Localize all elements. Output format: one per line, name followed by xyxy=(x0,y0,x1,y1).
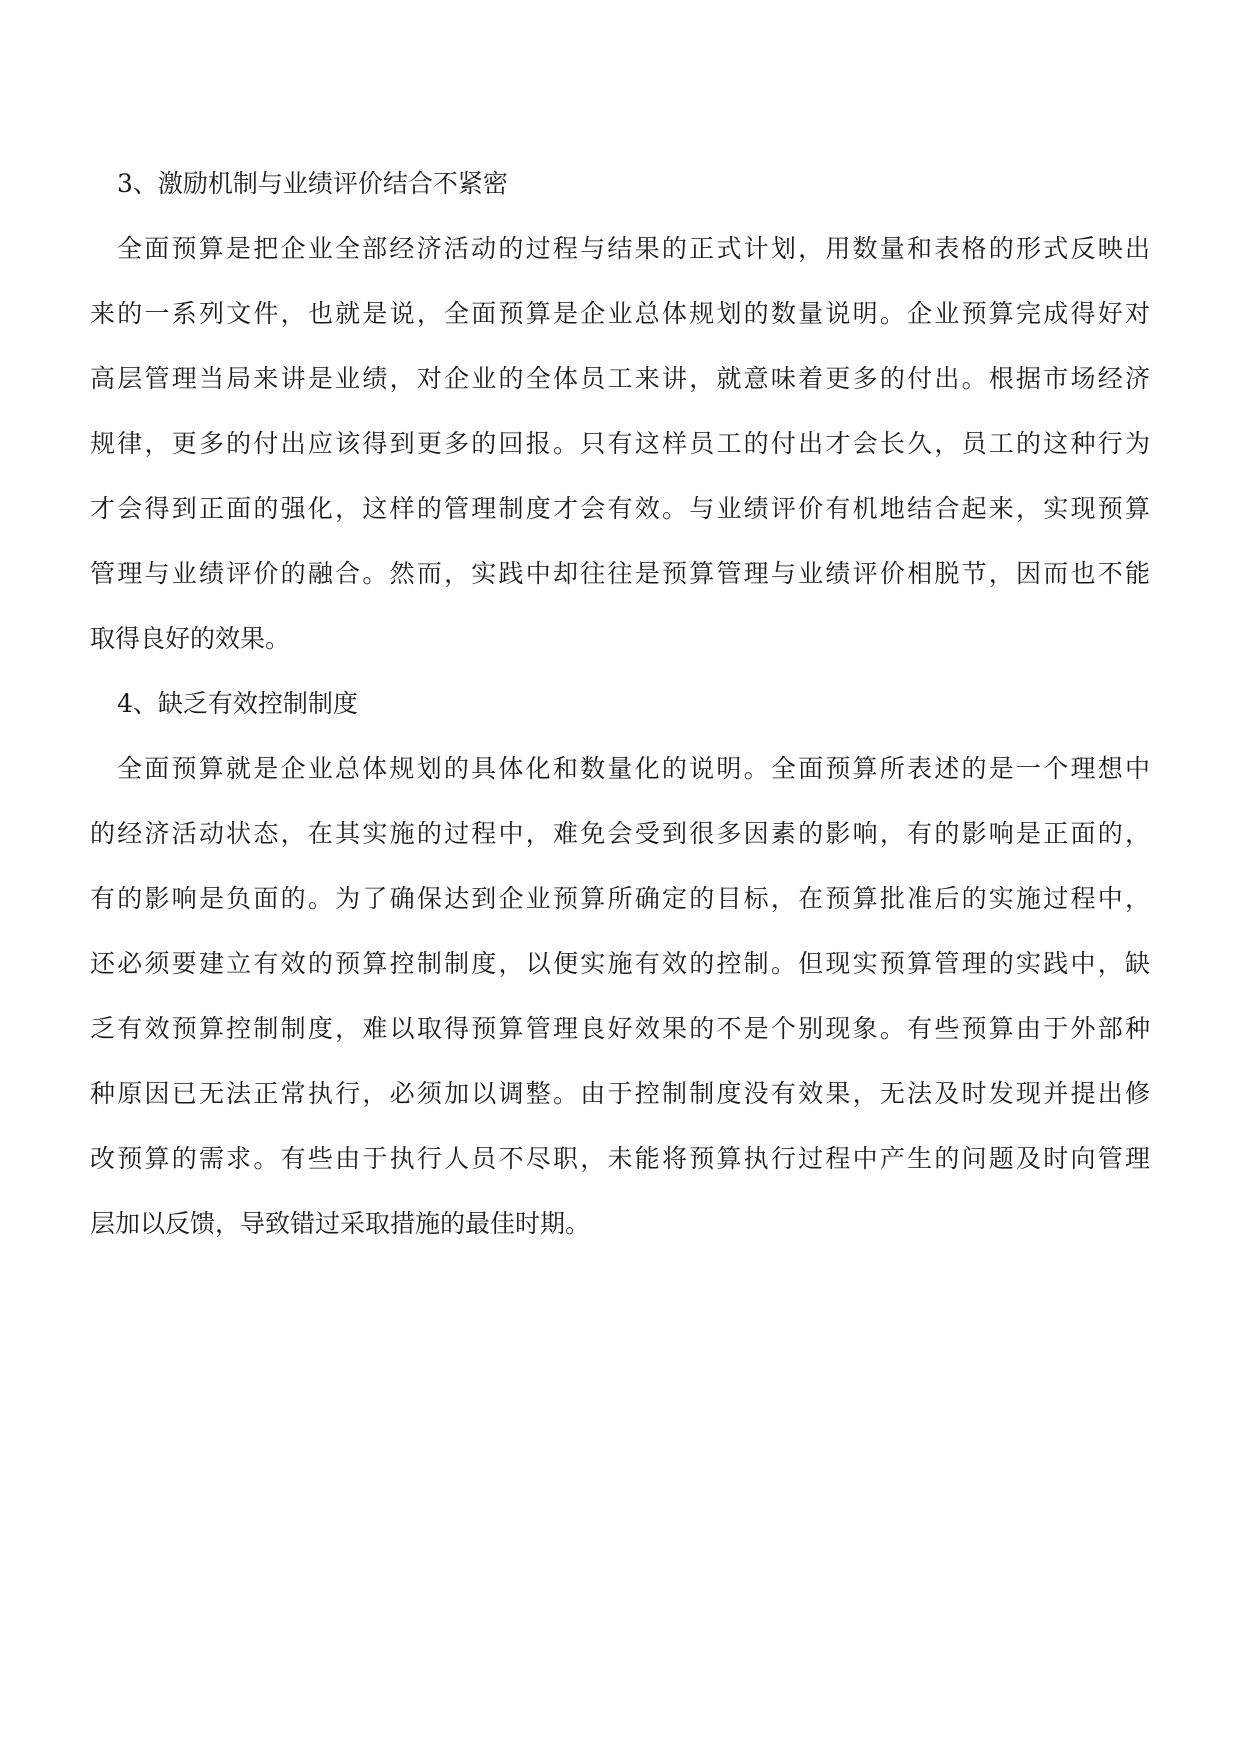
paragraph-3-line-1: 全面预算是把企业全部经济活动的过程与结果的正式计划，用数量和表格的形式反映出 xyxy=(117,234,1150,263)
paragraph-4-line-1: 全面预算就是企业总体规划的具体化和数量化的说明。全面预算所表述的是一个理想中 xyxy=(117,754,1150,783)
paragraph-4-line-7: 改预算的需求。有些由于执行人员不尽职，未能将预算执行过程中产生的问题及时向管理 xyxy=(90,1144,1150,1173)
paragraph-3-line-2: 来的一系列文件，也就是说，全面预算是企业总体规划的数量说明。企业预算完成得好对 xyxy=(90,299,1150,328)
paragraph-3-line-7: 取得良好的效果。 xyxy=(90,624,291,653)
paragraph-3-line-4: 规律，更多的付出应该得到更多的回报。只有这样员工的付出才会长久，员工的这种行为 xyxy=(90,429,1150,458)
paragraph-3-line-6: 管理与业绩评价的融合。然而，实践中却往往是预算管理与业绩评价相脱节，因而也不能 xyxy=(90,559,1150,588)
paragraph-4-line-6: 种原因已无法正常执行，必须加以调整。由于控制制度没有效果，无法及时发现并提出修 xyxy=(90,1079,1150,1108)
paragraph-3-line-3: 高层管理当局来讲是业绩，对企业的全体员工来讲，就意味着更多的付出。根据市场经济 xyxy=(90,364,1150,393)
paragraph-3-line-5: 才会得到正面的强化，这样的管理制度才会有效。与业绩评价有机地结合起来，实现预算 xyxy=(90,494,1150,523)
paragraph-4-line-8: 层加以反馈，导致错过采取措施的最佳时期。 xyxy=(90,1209,591,1238)
section-heading-3: 3、激励机制与业绩评价结合不紧密 xyxy=(117,169,508,198)
paragraph-4-line-2: 的经济活动状态，在其实施的过程中，难免会受到很多因素的影响，有的影响是正面的， xyxy=(90,819,1150,848)
paragraph-4-line-4: 还必须要建立有效的预算控制制度，以便实施有效的控制。但现实预算管理的实践中，缺 xyxy=(90,949,1150,978)
paragraph-4-line-5: 乏有效预算控制制度，难以取得预算管理良好效果的不是个别现象。有些预算由于外部种 xyxy=(90,1014,1150,1043)
paragraph-4-line-3: 有的影响是负面的。为了确保达到企业预算所确定的目标，在预算批准后的实施过程中， xyxy=(90,884,1150,913)
section-heading-4: 4、缺乏有效控制制度 xyxy=(117,689,358,718)
